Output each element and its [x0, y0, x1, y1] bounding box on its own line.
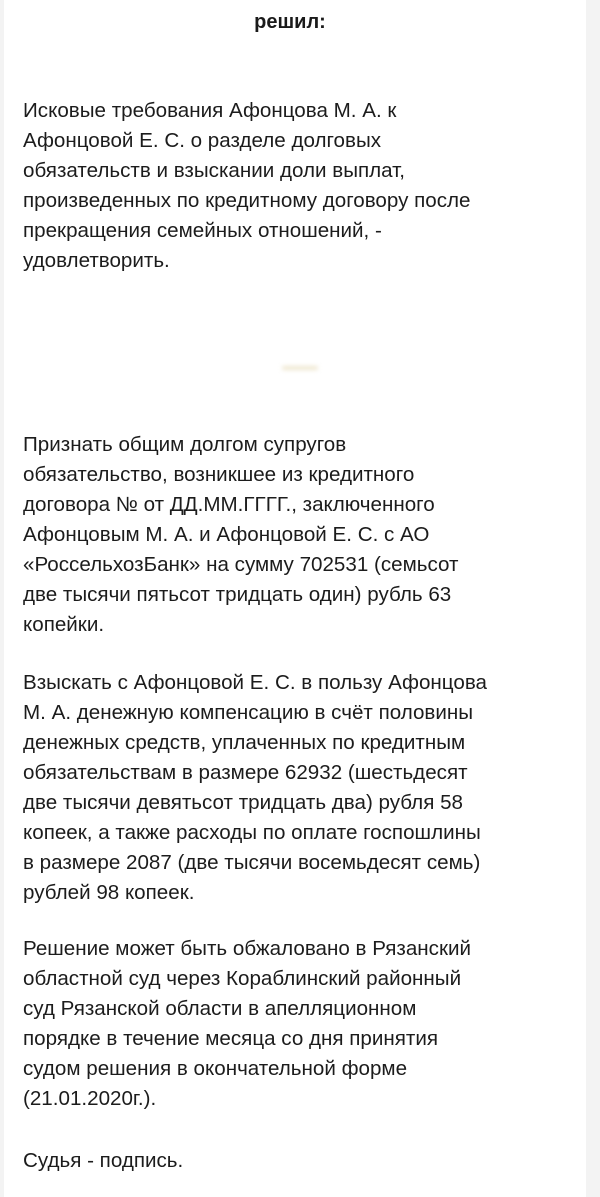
- text-line: судом решения в окончательной форме: [23, 1057, 408, 1080]
- text-line: «РоссельхозБанк» на сумму 702531 (семьсот: [23, 553, 459, 576]
- text-line: две тысячи девятьсот тридцать два) рубля 58: [23, 791, 463, 814]
- document-page: [4, 0, 586, 1197]
- text-line: областной суд через Кораблинский районный: [23, 967, 462, 990]
- text-line: в размере 2087 (две тысячи восемьдесят семь): [23, 851, 481, 874]
- text-line: Взыскать с Афонцовой Е. С. в пользу Афонцова: [23, 671, 487, 694]
- paragraph-claims-granted: [23, 96, 571, 276]
- text-line: Афонцовым М. А. и Афонцовой Е. С. с АО: [23, 523, 430, 546]
- decision-heading: решил:: [254, 11, 326, 33]
- text-line: суд Рязанской области в апелляционном: [23, 997, 417, 1020]
- paragraph-judge-signature: [23, 1146, 571, 1176]
- text-line: (21.01.2020г.).: [23, 1087, 157, 1110]
- text-line: две тысячи пятьсот тридцать один) рубль 63: [23, 583, 452, 606]
- text-line: произведенных по кредитному договору после: [23, 189, 471, 212]
- text-line: Исковые требования Афонцова М. А. к: [23, 99, 397, 122]
- text-line: прекращения семейных отношений, -: [23, 219, 382, 242]
- text-line: рублей 98 копеек.: [23, 881, 195, 904]
- text-line: денежных средств, уплаченных по кредитным: [23, 731, 466, 754]
- text-line: порядке в течение месяца со дня принятия: [23, 1027, 438, 1050]
- text-line: Судья - подпись.: [23, 1149, 184, 1172]
- blurred-region: [4, 315, 586, 385]
- text-line: М. А. денежную компенсацию в счёт половины: [23, 701, 474, 724]
- text-line: обязательствам в размере 62932 (шестьдесят: [23, 761, 468, 784]
- paragraph-common-debt: [23, 430, 571, 640]
- text-line: обязательство, возникшее из кредитного: [23, 463, 415, 486]
- text-line: Решение может быть обжаловано в Рязанский: [23, 937, 471, 960]
- text-line: копеек, а также расходы по оплате госпошлины: [23, 821, 481, 844]
- paragraph-compensation: [23, 668, 571, 908]
- text-line: удовлетворить.: [23, 249, 170, 272]
- text-line: копейки.: [23, 613, 105, 636]
- text-line: Признать общим долгом супругов: [23, 433, 347, 456]
- text-line: обязательств и взыскании доли выплат,: [23, 159, 406, 182]
- paragraph-appeal: [23, 934, 571, 1114]
- text-line: договора № от ДД.ММ.ГГГГ., заключенного: [23, 493, 435, 516]
- text-line: Афонцовой Е. С. о разделе долговых: [23, 129, 382, 152]
- blurred-mark: [282, 366, 318, 370]
